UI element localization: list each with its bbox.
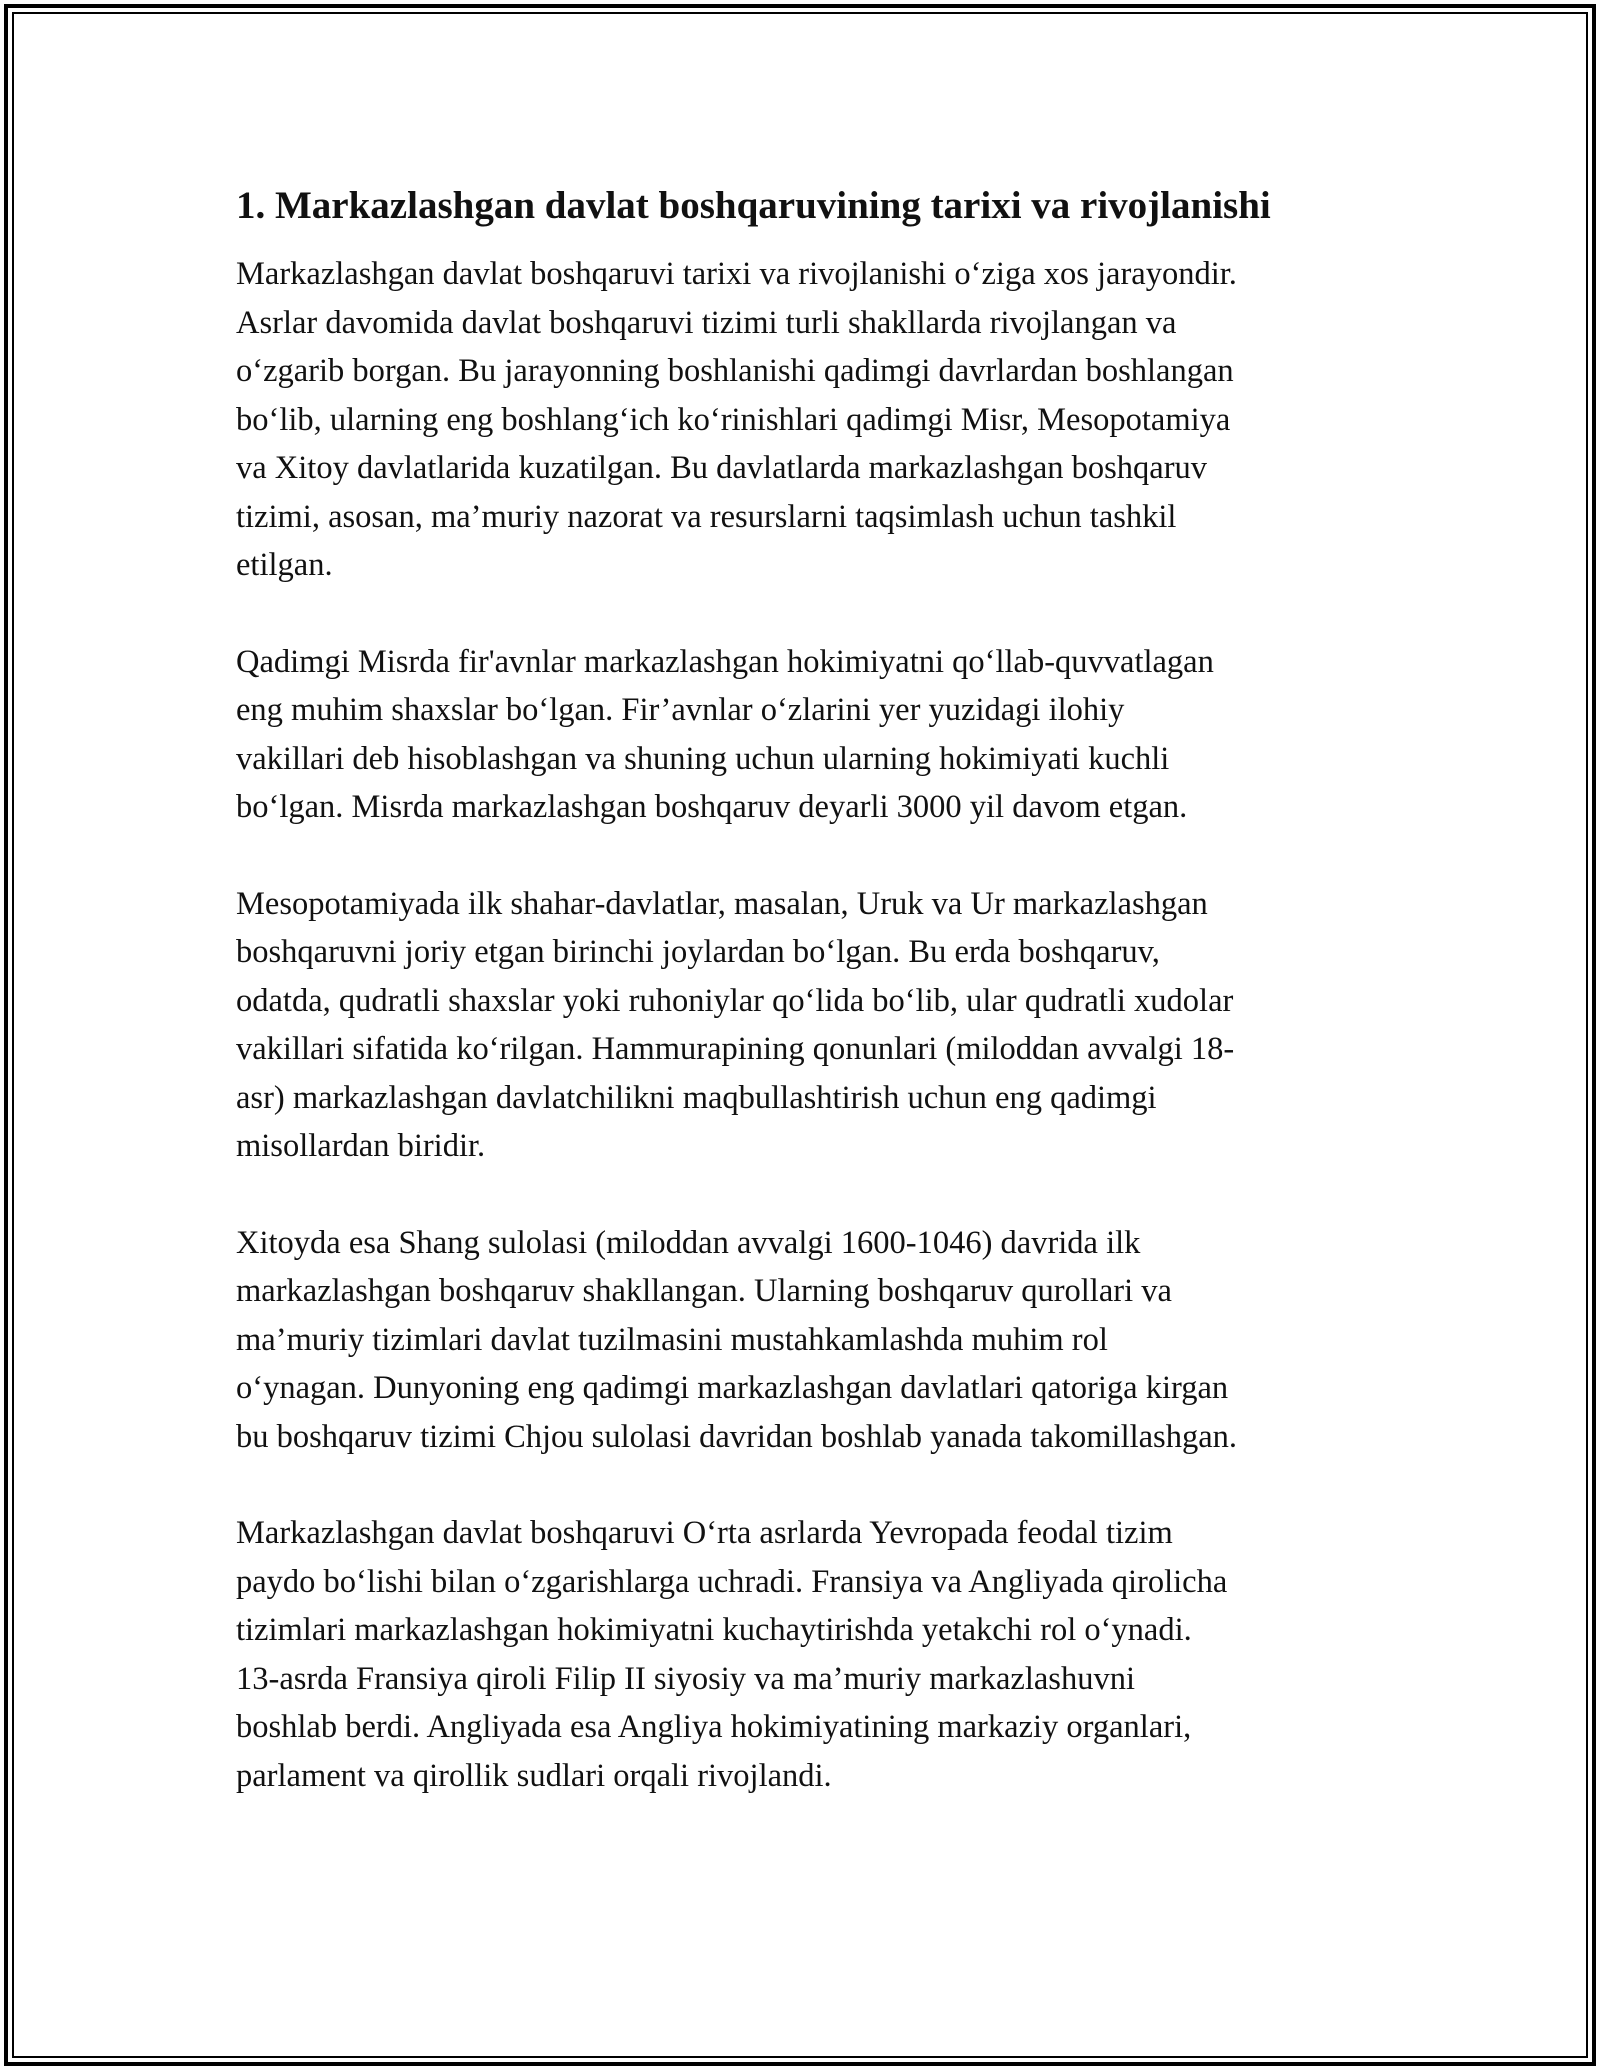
paragraph-line: misollardan biridir. bbox=[236, 1128, 486, 1164]
paragraph-line: parlament va qirollik sudlari orqali rivojlandi. bbox=[236, 1757, 832, 1794]
paragraph-line: bo‘lib, ularning eng boshlang‘ich ko‘rinishlari qadimgi Misr, Mesopotamiya bbox=[236, 401, 1231, 438]
paragraph-line: vakillari deb hisoblashgan va shuning uchun ularning hokimiyati kuchli bbox=[236, 740, 1170, 777]
section-heading: 1. Markazlashgan davlat boshqaruvining tarixi va rivojlanishi bbox=[236, 184, 1271, 227]
paragraph-line: Asrlar davomida davlat boshqaruvi tizimi turli shakllarda rivojlangan va bbox=[236, 304, 1177, 341]
paragraph-line: Markazlashgan davlat boshqaruvi O‘rta asrlarda Yevropada feodal tizim bbox=[236, 1515, 1173, 1551]
paragraph-line: paydo bo‘lishi bilan o‘zgarishlarga uchradi. Fransiya va Angliyada qirolicha bbox=[236, 1563, 1228, 1600]
paragraph bbox=[236, 250, 1386, 590]
paragraph-line: va Xitoy davlatlarida kuzatilgan. Bu davlatlarda markazlashgan boshqaruv bbox=[236, 450, 1208, 486]
paragraph-line: o‘ynagan. Dunyoning eng qadimgi markazlashgan davlatlari qatoriga kirgan bbox=[236, 1370, 1229, 1406]
paragraph-line: eng muhim shaxslar bo‘lgan. Fir’avnlar o‘zlarini yer yuzidagi ilohiy bbox=[236, 692, 1125, 728]
paragraph-line: markazlashgan boshqaruv shakllangan. Ularning boshqaruv qurollari va bbox=[236, 1273, 1172, 1309]
paragraph-line: bo‘lgan. Misrda markazlashgan boshqaruv deyarli 3000 yil davom etgan. bbox=[236, 789, 1188, 825]
paragraph-line: 13-asrda Fransiya qiroli Filip II siyosiy va ma’muriy markazlashuvni bbox=[236, 1660, 1135, 1697]
paragraph-line: Xitoyda esa Shang sulolasi (miloddan avvalgi 1600-1046) davrida ilk bbox=[236, 1224, 1141, 1261]
paragraph-line: asr) markazlashgan davlatchilikni maqbullashtirish uchun eng qadimgi bbox=[236, 1079, 1157, 1116]
paragraph-line: tizimlari markazlashgan hokimiyatni kuchaytirishda yetakchi rol o‘ynadi. bbox=[236, 1612, 1192, 1648]
paragraph-line: vakillari sifatida ko‘rilgan. Hammurapining qonunlari (miloddan avvalgi 18- bbox=[236, 1031, 1235, 1067]
paragraph-line: Qadimgi Misrda fir'avnlar markazlashgan hokimiyatni qo‘llab-quvvatlagan bbox=[236, 643, 1214, 680]
paragraph bbox=[236, 1219, 1386, 1462]
paragraph bbox=[236, 880, 1386, 1171]
paragraph-line: odatda, qudratli shaxslar yoki ruhoniylar qo‘lida bo‘lib, ular qudratli xudolar bbox=[236, 982, 1234, 1019]
paragraph-line: o‘zgarib borgan. Bu jarayonning boshlanishi qadimgi davrlardan boshlangan bbox=[236, 353, 1234, 389]
paragraph-line: boshqaruvni joriy etgan birinchi joylardan bo‘lgan. Bu erda boshqaruv, bbox=[236, 934, 1160, 970]
paragraph-line: etilgan. bbox=[236, 547, 333, 583]
document-body bbox=[236, 182, 1386, 1848]
paragraph-line: bu boshqaruv tizimi Chjou sulolasi davridan boshlab yanada takomillashgan. bbox=[236, 1418, 1238, 1455]
paragraph-line: ma’muriy tizimlari davlat tuzilmasini mustahkamlashda muhim rol bbox=[236, 1321, 1108, 1358]
paragraph-container bbox=[236, 250, 1386, 1800]
paragraph-line: boshlab berdi. Angliyada esa Angliya hokimiyatining markaziy organlari, bbox=[236, 1709, 1192, 1745]
paragraph-line: Mesopotamiyada ilk shahar-davlatlar, masalan, Uruk va Ur markazlashgan bbox=[236, 885, 1208, 922]
paragraph bbox=[236, 1509, 1386, 1800]
paragraph-line: Markazlashgan davlat boshqaruvi tarixi va rivojlanishi o‘ziga xos jarayondir. bbox=[236, 256, 1237, 292]
paragraph bbox=[236, 638, 1386, 832]
paragraph-line: tizimi, asosan, ma’muriy nazorat va resurslarni taqsimlash uchun tashkil bbox=[236, 498, 1177, 535]
